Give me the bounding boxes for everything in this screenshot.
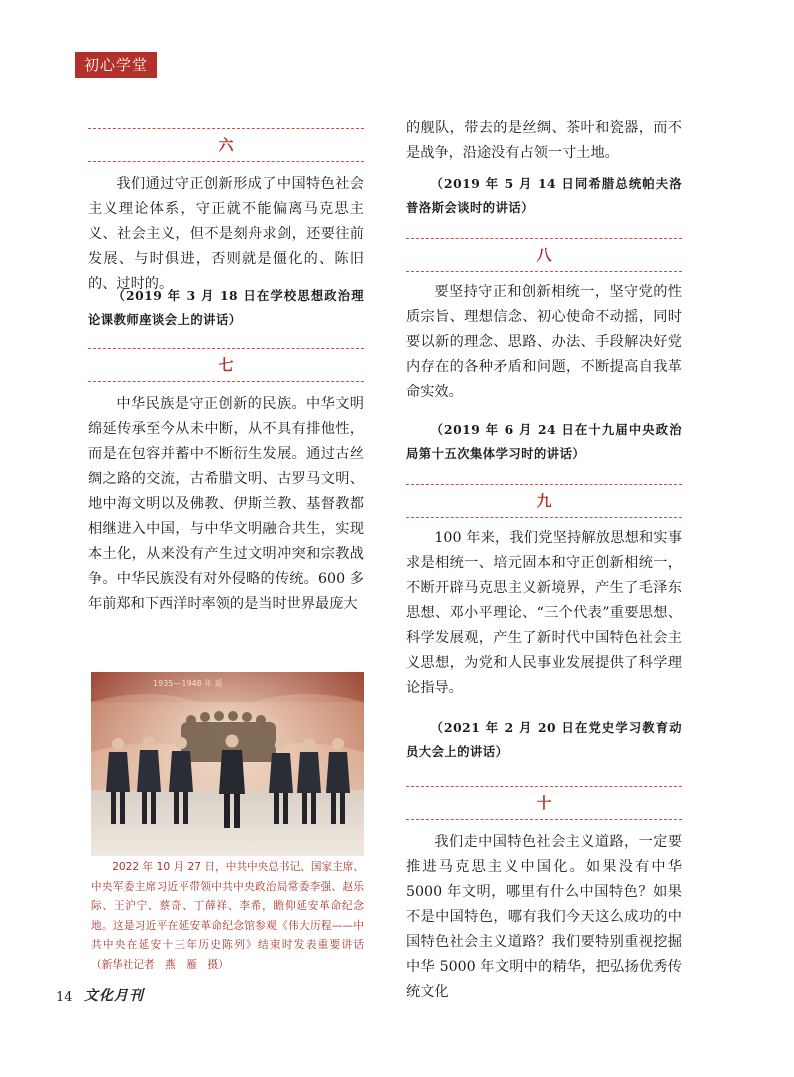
section-heading-8: [406, 238, 682, 272]
section-heading-10: [406, 786, 682, 820]
page-number: 14: [56, 990, 73, 1005]
section-6-source: （2019 年 3 月 18 日在学校思想政治理论课教师座谈会上的讲话）: [88, 288, 364, 327]
photo-caption: [91, 858, 364, 975]
section-9-source: （2021 年 2 月 20 日在党史学习教育动员大会上的讲话）: [406, 720, 682, 759]
section-7-source: （2019 年 5 月 14 日同希腊总统帕夫洛普洛斯会谈时的讲话）: [406, 176, 682, 215]
section-9-body: 100 年来，我们党坚持解放思想和实事求是相统一、培元固本和守正创新相统一，不断开辟马克思主义新境界，产生了毛泽东思想、邓小平理论、“三个代表”重要思想、科学发展观，产生了新时代中国特色社会主义思想，为党和人民事业发展提供了科学理论指导。: [406, 530, 682, 696]
magazine-logo: 文化月刊: [84, 988, 144, 1004]
photo-yanan-memorial: [91, 672, 364, 856]
section-heading-6: [88, 128, 364, 162]
photo-credit: （新华社记者 燕 雁 摄）: [91, 958, 229, 971]
section-6-body: 我们通过守正创新形成了中国特色社会主义理论体系，守正就不能偏离马克思主义、社会主义，但不是刻舟求剑，还要往前发展、与时俱进，否则就是僵化的、陈旧的、过时的。: [88, 176, 364, 292]
column-tag: 初心学堂: [75, 52, 157, 78]
section-7-body-continued: 的舰队，带去的是丝绸、茶叶和瓷器，而不是战争，沿途没有占领一寸土地。: [406, 120, 682, 161]
section-number: 九: [536, 492, 552, 510]
section-8-source: （2019 年 6 月 24 日在十九届中央政治局第十五次集体学习时的讲话）: [406, 422, 682, 461]
section-number: 六: [218, 136, 234, 154]
section-8-body: 要坚持守正和创新相统一，坚守党的性质宗旨、理想信念、初心使命不动摇，同时要以新的理念、思路、办法、手段解决好党内存在的各种矛盾和问题，不断提高自我革命实效。: [406, 284, 682, 400]
section-heading-7: [88, 348, 364, 382]
section-7-body: 中华民族是守正创新的民族。中华文明绵延传承至今从未中断，从不具有排他性，而是在包容并蓄中不断衍生发展。通过古丝绸之路的交流，古希腊文明、古罗马文明、地中海文明以及佛教、伊斯兰教、基督教都相继进入中国，与中华文明融合共生，实现本土化，从来没有产生过文明冲突和宗教战争。中华民族没有对外侵略的传统。600 多年前郑和下西洋时率领的是当时世界最庞大: [88, 396, 364, 612]
section-10-body: 我们走中国特色社会主义道路，一定要推进马克思主义中国化。如果没有中华 5000 年文明，哪里有什么中国特色？如果不是中国特色，哪有我们今天这么成功的中国特色社会主义道路？我们要特别重视挖掘中华 5000 年文明中的精华，把弘扬优秀传统文化: [406, 834, 682, 1000]
section-heading-9: [406, 484, 682, 518]
section-number: 七: [218, 356, 234, 374]
section-number: 八: [536, 246, 552, 264]
caption-text: 2022 年 10 月 27 日，中共中央总书记、国家主席、中央军委主席习近平带领中共中央政治局常委李强、赵乐际、王沪宁、蔡奇、丁薛祥、李希，瞻仰延安革命纪念地。这是习近平在延安革命纪念馆参观《伟大历程——中共中央在延安十三年历史陈列》结束时发表重要讲话: [91, 861, 364, 951]
section-number: 十: [536, 794, 552, 812]
